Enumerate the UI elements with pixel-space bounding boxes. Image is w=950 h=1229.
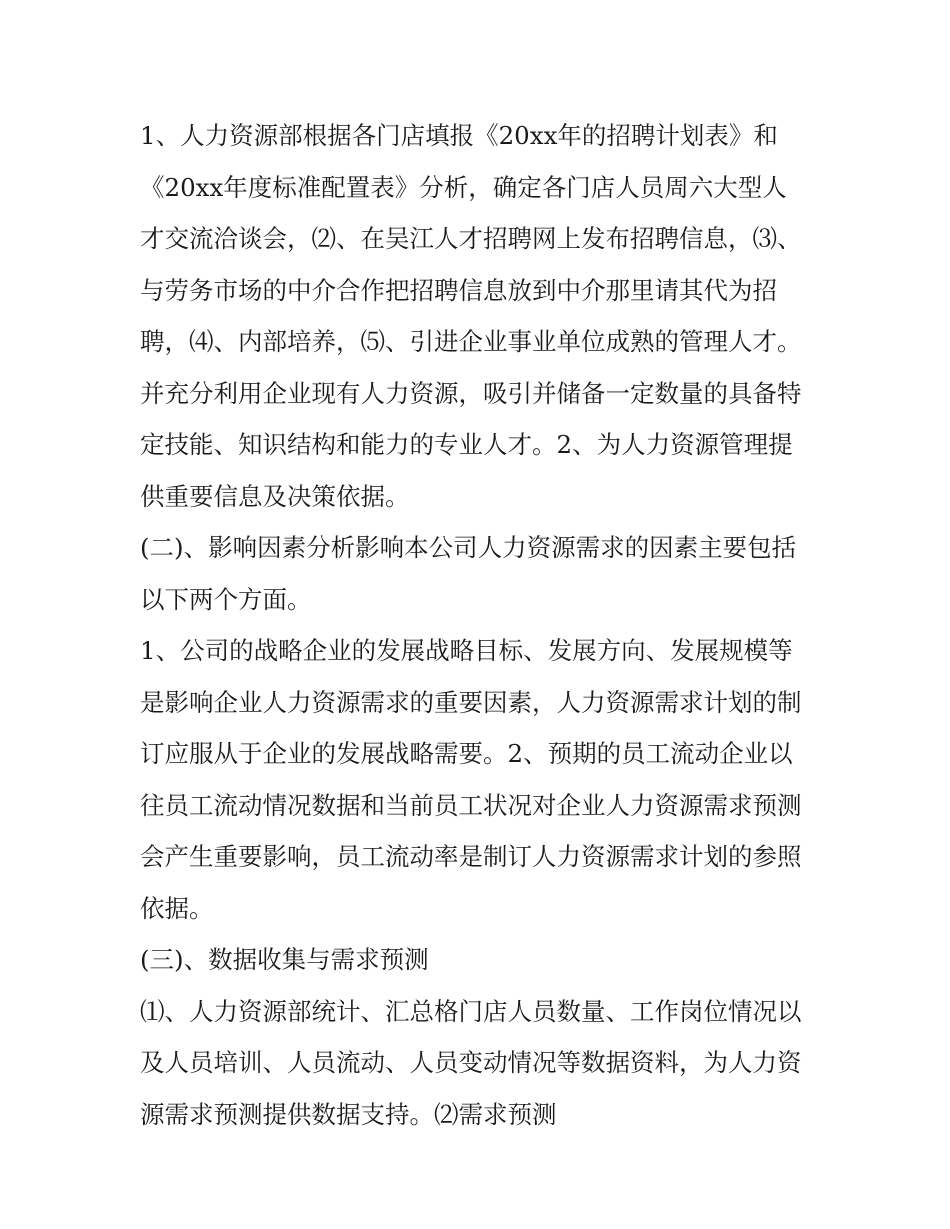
text-line: 1、人力资源部根据各门店填报《20xx年的招聘计划表》和 [140,121,778,150]
text-line: ⑴、人力资源部统计、汇总格门店人员数量、工作岗位情况以 [140,996,802,1026]
text-line: 《20xx年度标准配置表》分析，确定各门店人员周六大型人 [140,172,787,202]
text-line: 依据。 [140,893,214,923]
text-line: 订应服从于企业的发展战略需要。2、预期的员工流动企业以 [140,739,793,768]
section-heading-line: (二)、影响因素分析影响本公司人力资源需求的因素主要包括 [140,533,797,562]
document-body [140,110,820,1140]
text-line: 会产生重要影响，员工流动率是制订人力资源需求计划的参照 [140,842,802,871]
text-line: 供重要信息及决策依据。 [140,481,410,511]
section-heading-line: (三)、数据收集与需求预测 [140,945,429,974]
text-line: 源需求预测提供数据支持。⑵需求预测 [140,1099,557,1129]
text-line: 1、公司的战略企业的发展战略目标、发展方向、发展规模等 [140,636,793,665]
text-line: 是影响企业人力资源需求的重要因素，人力资源需求计划的制 [140,687,802,717]
text-line: 定技能、知识结构和能力的专业人才。2、为人力资源管理提 [140,430,793,459]
text-line: 并充分利用企业现有人力资源，吸引并储备一定数量的具备特 [140,378,802,408]
text-line: 才交流洽谈会，⑵、在吴江人才招聘网上发布招聘信息，⑶、 [140,224,802,253]
text-line: 往员工流动情况数据和当前员工状况对企业人力资源需求预测 [140,790,802,820]
text-line: 聘，⑷、内部培养，⑸、引进企业事业单位成熟的管理人才。 [140,327,802,356]
text-line: 以下两个方面。 [140,584,312,614]
text-line: 与劳务市场的中介合作把招聘信息放到中介那里请其代为招 [140,275,777,305]
text-line: 及人员培训、人员流动、人员变动情况等数据资料，为人力资 [140,1048,802,1077]
